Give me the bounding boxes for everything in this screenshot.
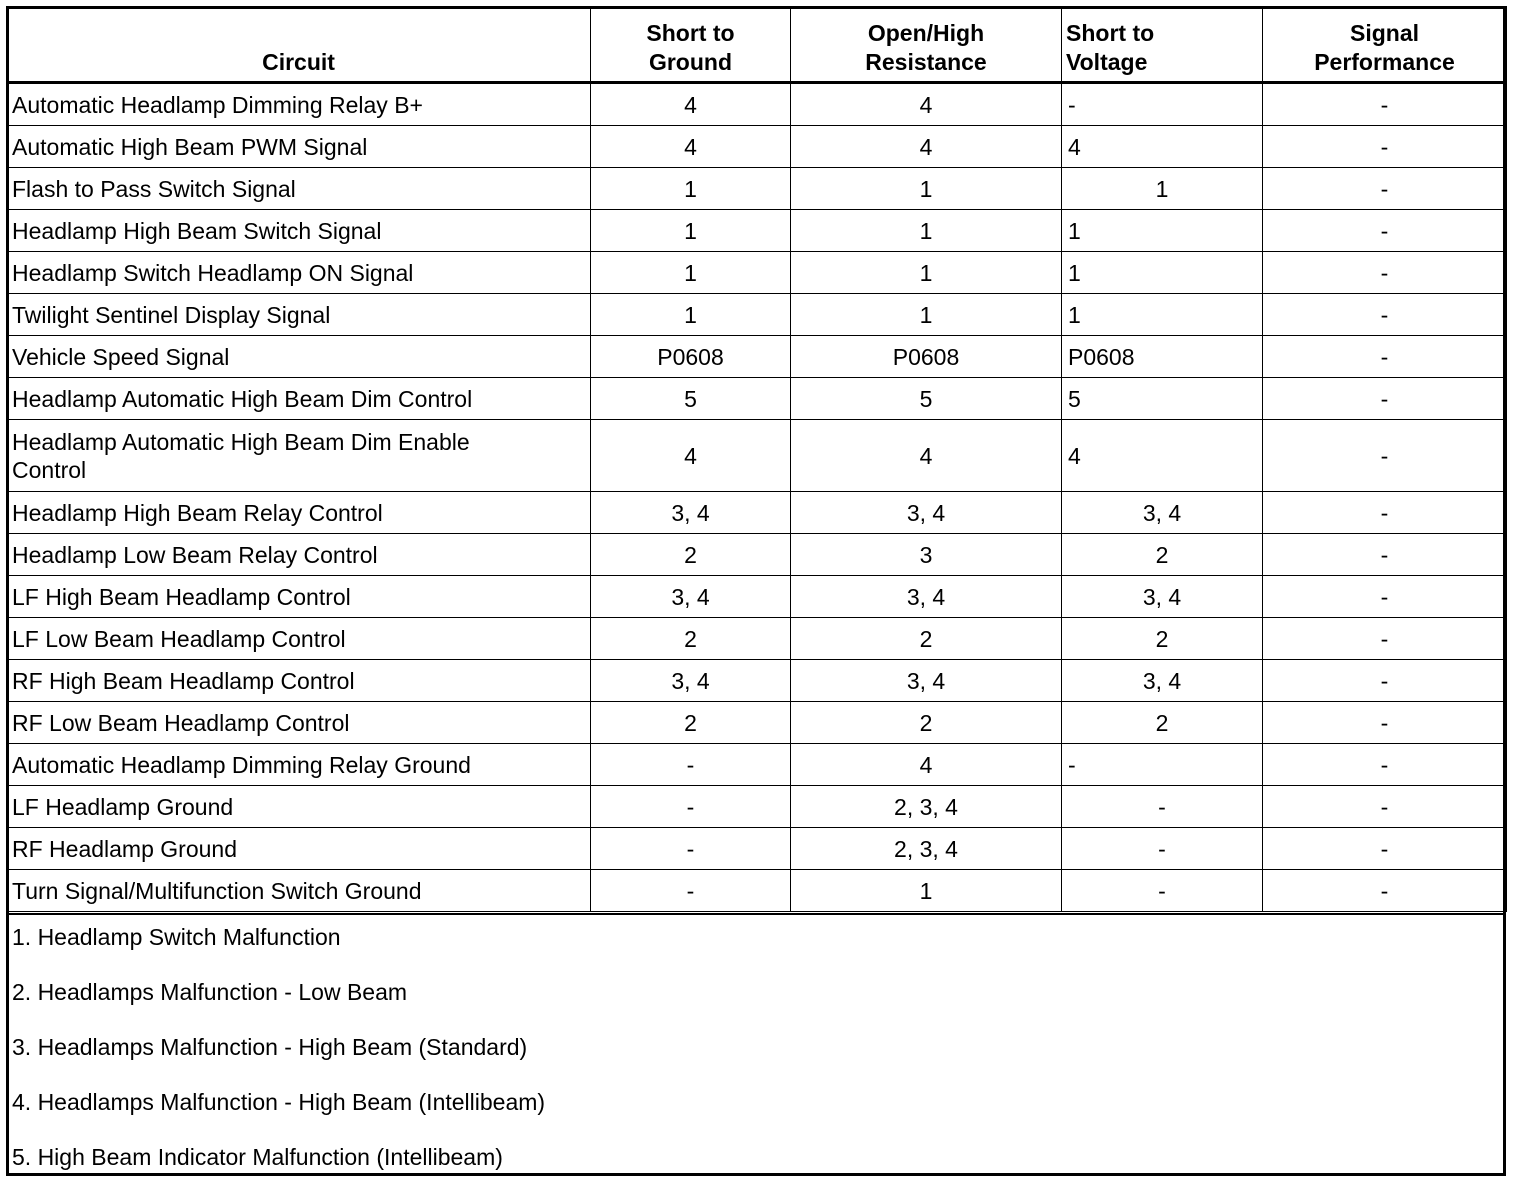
- short-to-ground-cell: 1: [591, 252, 791, 294]
- table-row: [7, 870, 1507, 912]
- short-to-ground-cell: 5: [591, 378, 791, 420]
- short-to-ground-cell: 4: [591, 83, 791, 126]
- open-high-resistance-cell: 5: [791, 378, 1062, 420]
- short-to-voltage-cell: -: [1062, 870, 1263, 912]
- table-header: [7, 7, 1507, 83]
- signal-performance-cell: -: [1263, 126, 1507, 168]
- short-to-voltage-cell: 1: [1062, 168, 1263, 210]
- table-row: [7, 336, 1507, 378]
- circuit-cell: Twilight Sentinel Display Signal: [7, 294, 591, 336]
- short-to-ground-cell: -: [591, 786, 791, 828]
- header-open-high-resistance: Open/High Resistance: [791, 7, 1062, 83]
- open-high-resistance-cell: 1: [791, 294, 1062, 336]
- table-body: [7, 83, 1507, 912]
- table-row: [7, 83, 1507, 126]
- short-to-voltage-cell: 4: [1062, 420, 1263, 492]
- table-row: [7, 828, 1507, 870]
- short-to-voltage-cell: 4: [1062, 126, 1263, 168]
- short-to-voltage-cell: -: [1062, 83, 1263, 126]
- circuit-cell: Headlamp Switch Headlamp ON Signal: [7, 252, 591, 294]
- short-to-ground-cell: 1: [591, 294, 791, 336]
- circuit-cell: Turn Signal/Multifunction Switch Ground: [7, 870, 591, 912]
- signal-performance-cell: -: [1263, 660, 1507, 702]
- circuit-fault-table: [6, 6, 1507, 912]
- open-high-resistance-cell: P0608: [791, 336, 1062, 378]
- signal-performance-cell: -: [1263, 294, 1507, 336]
- short-to-ground-cell: 3, 4: [591, 576, 791, 618]
- short-to-voltage-cell: 3, 4: [1062, 492, 1263, 534]
- legend-item: 1. Headlamp Switch Malfunction: [12, 924, 341, 950]
- signal-performance-cell: -: [1263, 168, 1507, 210]
- table-row: [7, 492, 1507, 534]
- open-high-resistance-cell: 4: [791, 83, 1062, 126]
- short-to-voltage-cell: 1: [1062, 252, 1263, 294]
- table-row: [7, 702, 1507, 744]
- short-to-voltage-cell: 3, 4: [1062, 660, 1263, 702]
- table-row: [7, 252, 1507, 294]
- circuit-cell: RF Low Beam Headlamp Control: [7, 702, 591, 744]
- signal-performance-cell: -: [1263, 420, 1507, 492]
- short-to-ground-cell: 1: [591, 210, 791, 252]
- signal-performance-cell: -: [1263, 618, 1507, 660]
- table-row: [7, 420, 1507, 492]
- circuit-cell: Flash to Pass Switch Signal: [7, 168, 591, 210]
- short-to-ground-cell: 4: [591, 126, 791, 168]
- short-to-ground-cell: 1: [591, 168, 791, 210]
- circuit-cell: Headlamp High Beam Switch Signal: [7, 210, 591, 252]
- legend-item: 2. Headlamps Malfunction - Low Beam: [12, 979, 408, 1005]
- open-high-resistance-cell: 3, 4: [791, 576, 1062, 618]
- signal-performance-cell: -: [1263, 828, 1507, 870]
- legend-item: 3. Headlamps Malfunction - High Beam (Standard): [12, 1034, 528, 1060]
- circuit-cell: Automatic High Beam PWM Signal: [7, 126, 591, 168]
- circuit-cell: Headlamp Automatic High Beam Dim Enable Control: [7, 420, 591, 492]
- circuit-cell: LF Headlamp Ground: [7, 786, 591, 828]
- short-to-voltage-cell: 5: [1062, 378, 1263, 420]
- short-to-ground-cell: 2: [591, 618, 791, 660]
- signal-performance-cell: -: [1263, 786, 1507, 828]
- signal-performance-cell: -: [1263, 210, 1507, 252]
- circuit-cell: Headlamp Low Beam Relay Control: [7, 534, 591, 576]
- short-to-ground-cell: -: [591, 744, 791, 786]
- open-high-resistance-cell: 2, 3, 4: [791, 828, 1062, 870]
- open-high-resistance-cell: 1: [791, 252, 1062, 294]
- circuit-cell: LF High Beam Headlamp Control: [7, 576, 591, 618]
- table-row: [7, 744, 1507, 786]
- circuit-cell: Vehicle Speed Signal: [7, 336, 591, 378]
- short-to-ground-cell: -: [591, 828, 791, 870]
- open-high-resistance-cell: 3: [791, 534, 1062, 576]
- legend-item: 4. Headlamps Malfunction - High Beam (Intellibeam): [12, 1089, 546, 1115]
- signal-performance-cell: -: [1263, 492, 1507, 534]
- table-row: [7, 534, 1507, 576]
- short-to-ground-cell: 3, 4: [591, 660, 791, 702]
- short-to-voltage-cell: 1: [1062, 294, 1263, 336]
- short-to-voltage-cell: 1: [1062, 210, 1263, 252]
- table-row: [7, 576, 1507, 618]
- signal-performance-cell: -: [1263, 744, 1507, 786]
- table-row: [7, 126, 1507, 168]
- short-to-voltage-cell: 2: [1062, 534, 1263, 576]
- table-row: [7, 660, 1507, 702]
- circuit-cell: Headlamp Automatic High Beam Dim Control: [7, 378, 591, 420]
- open-high-resistance-cell: 3, 4: [791, 492, 1062, 534]
- short-to-voltage-cell: 2: [1062, 702, 1263, 744]
- open-high-resistance-cell: 3, 4: [791, 660, 1062, 702]
- header-signal-performance: Signal Performance: [1263, 7, 1507, 83]
- short-to-voltage-cell: 2: [1062, 618, 1263, 660]
- table-row: [7, 378, 1507, 420]
- circuit-cell: RF High Beam Headlamp Control: [7, 660, 591, 702]
- open-high-resistance-cell: 2: [791, 618, 1062, 660]
- short-to-ground-cell: P0608: [591, 336, 791, 378]
- signal-performance-cell: -: [1263, 870, 1507, 912]
- circuit-cell: RF Headlamp Ground: [7, 828, 591, 870]
- signal-performance-cell: -: [1263, 576, 1507, 618]
- table-row: [7, 294, 1507, 336]
- short-to-voltage-cell: 3, 4: [1062, 576, 1263, 618]
- signal-performance-cell: -: [1263, 252, 1507, 294]
- signal-performance-cell: -: [1263, 702, 1507, 744]
- table-row: [7, 786, 1507, 828]
- circuit-cell: Headlamp High Beam Relay Control: [7, 492, 591, 534]
- table-row: [7, 210, 1507, 252]
- circuit-cell: Automatic Headlamp Dimming Relay Ground: [7, 744, 591, 786]
- short-to-ground-cell: 3, 4: [591, 492, 791, 534]
- legend: [6, 913, 1506, 1176]
- short-to-ground-cell: 4: [591, 420, 791, 492]
- signal-performance-cell: -: [1263, 83, 1507, 126]
- open-high-resistance-cell: 1: [791, 168, 1062, 210]
- circuit-cell: Automatic Headlamp Dimming Relay B+: [7, 83, 591, 126]
- short-to-voltage-cell: -: [1062, 744, 1263, 786]
- header-circuit: Circuit: [7, 7, 591, 83]
- short-to-ground-cell: 2: [591, 702, 791, 744]
- open-high-resistance-cell: 1: [791, 870, 1062, 912]
- signal-performance-cell: -: [1263, 336, 1507, 378]
- short-to-ground-cell: -: [591, 870, 791, 912]
- header-short-to-ground: Short to Ground: [591, 7, 791, 83]
- open-high-resistance-cell: 4: [791, 126, 1062, 168]
- legend-item: 5. High Beam Indicator Malfunction (Intellibeam): [12, 1144, 503, 1170]
- table-row: [7, 618, 1507, 660]
- short-to-voltage-cell: -: [1062, 828, 1263, 870]
- short-to-ground-cell: 2: [591, 534, 791, 576]
- open-high-resistance-cell: 2, 3, 4: [791, 786, 1062, 828]
- open-high-resistance-cell: 1: [791, 210, 1062, 252]
- open-high-resistance-cell: 4: [791, 420, 1062, 492]
- short-to-voltage-cell: -: [1062, 786, 1263, 828]
- signal-performance-cell: -: [1263, 378, 1507, 420]
- circuit-cell: LF Low Beam Headlamp Control: [7, 618, 591, 660]
- short-to-voltage-cell: P0608: [1062, 336, 1263, 378]
- signal-performance-cell: -: [1263, 534, 1507, 576]
- open-high-resistance-cell: 2: [791, 702, 1062, 744]
- table-row: [7, 168, 1507, 210]
- open-high-resistance-cell: 4: [791, 744, 1062, 786]
- header-short-to-voltage: Short to Voltage: [1062, 7, 1263, 83]
